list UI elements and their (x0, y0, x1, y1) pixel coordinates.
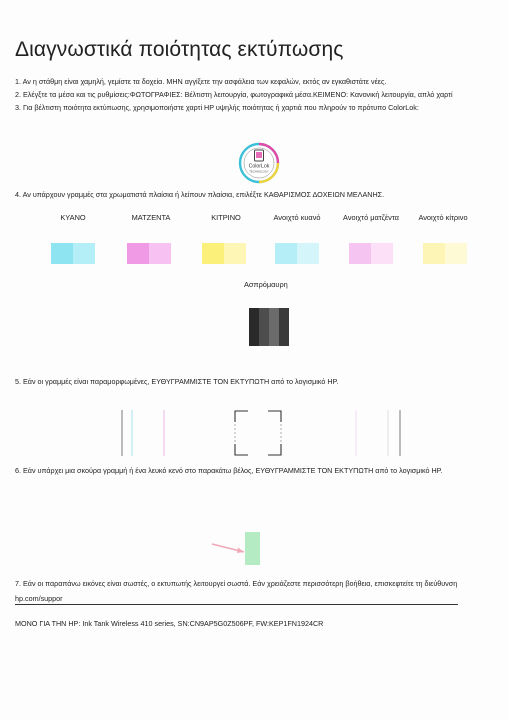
instruction-7: 7. Εάν οι παραπάνω εικόνες είναι σωστές, ο εκτυπωτής λειτουργεί σωστά. Εάν χρειάζεστε περισσότερη βοήθεια, επισκεφτείτε τη διεύθυνση (15, 579, 458, 588)
black-ink-swatch (249, 308, 289, 346)
alignment-pattern-left (118, 410, 170, 456)
black-white-label: Ασπρόμαυρη (244, 280, 288, 289)
ink-swatch-light-cyan (275, 243, 319, 264)
colorlok-logo-subtext: TECHNOLOGY (249, 169, 269, 174)
alignment-pattern-center (234, 410, 282, 456)
page-title: Διαγνωστικά ποιότητας εκτύπωσης (15, 38, 344, 61)
instruction-3: 3. Για βέλτιστη ποιότητα εκτύπωσης, χρησιμοποιήστε χαρτί HP υψηλής ποιότητας ή χαρτιά που πληρούν το πρότυπο ColorLok: (15, 103, 419, 112)
ink-label-light-yellow: Ανοιχτό κίτρινο (418, 213, 468, 222)
footer-device-info: ΜΟΝΟ ΓΙΑ ΤΗΝ HP: Ink Tank Wireless 410 series, SN:CN9AP5G0Z506PF, FW:KEP1FN1924CR (15, 619, 324, 628)
colorlok-logo (238, 142, 280, 184)
instruction-6: 6. Εάν υπάρχει μια σκούρα γραμμή ή ένα λευκό κενό στο παρακάτω βέλος, ΕΥΘΥΓΡΑΜΜΙΣΤΕ ΤΟΝ ΕΚΤΥΠΩΤΗ από το λογισμικό HP. (15, 466, 443, 475)
alignment-pattern-right (352, 410, 404, 456)
arrow-test-pattern (206, 530, 266, 570)
support-url: hp.com/suppor (15, 594, 63, 603)
instruction-1: 1. Αν η στάθμη είναι χαμηλή, γεμίστε τα δοχεία. ΜΗΝ αγγίξετε την ασφάλεια των κεφαλών, εκτός αν εγκαθιστάτε νέες. (15, 77, 387, 86)
ink-swatch-cyan (51, 243, 95, 264)
colorlok-logo-text: ColorLok (248, 163, 270, 170)
ink-swatch-yellow (202, 243, 246, 264)
instruction-5: 5. Εάν οι γραμμές είναι παραμορφωμένες, ΕΥΘΥΓΡΑΜΜΙΣΤΕ ΤΟΝ ΕΚΤΥΠΩΤΗ από το λογισμικό HP. (15, 377, 339, 386)
ink-swatch-light-yellow (423, 243, 467, 264)
ink-swatch-magenta (127, 243, 171, 264)
ink-label-cyan: ΚΥΑΝΟ (60, 213, 86, 222)
ink-label-yellow: ΚΙΤΡΙΝΟ (211, 213, 241, 222)
ink-label-light-magenta: Ανοιχτό ματζέντα (343, 213, 399, 222)
ink-label-magenta: ΜΑΤΖΕΝΤΑ (131, 213, 171, 222)
instruction-4: 4. Αν υπάρχουν γραμμές στα χρωματιστά πλαίσια ή λείπουν πλαίσια, επιλέξτε ΚΑΘΑΡΙΣΜΟΣ ΔΟΧΕΙΩΝ ΜΕΛΑΝΗΣ. (15, 190, 385, 199)
instruction-2: 2. Ελέγξτε τα μέσα και τις ρυθμίσεις:ΦΩΤΟΓΡΑΦΙΕΣ: Βέλτιστη λειτουργία, φωτογραφικά μέσα.ΚΕΙΜΕΝΟ: Κανονική λειτουργία, απλό χαρτί (15, 90, 453, 99)
ink-swatch-light-magenta (349, 243, 393, 264)
divider (15, 604, 458, 605)
ink-label-light-cyan: Ανοιχτό κυανό (273, 213, 321, 222)
